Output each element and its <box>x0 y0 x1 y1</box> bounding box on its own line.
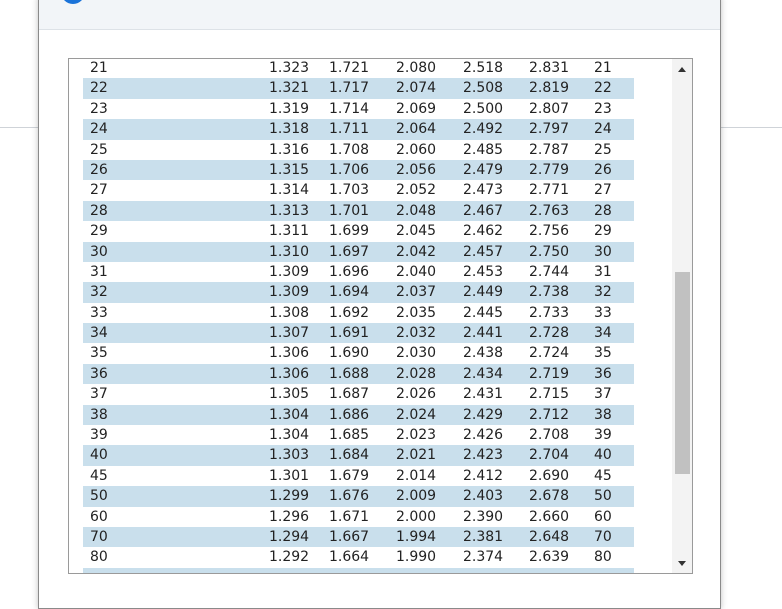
critical-value-cell: 1.323 <box>269 60 310 76</box>
df-cell: 38 <box>90 406 108 423</box>
critical-value-cell: 1.294 <box>269 528 310 545</box>
critical-value-cell: 1.314 <box>269 182 310 199</box>
critical-value-cell: 2.831 <box>529 60 570 76</box>
critical-value-cell: 2.080 <box>396 60 437 76</box>
df-cell-right: 30 <box>594 243 612 260</box>
df-cell: 25 <box>90 141 108 158</box>
critical-value-cell: 2.763 <box>529 202 570 219</box>
critical-value-cell: 1.706 <box>329 161 370 178</box>
df-cell-right: 21 <box>594 60 612 76</box>
critical-value-cell: 2.756 <box>529 223 570 240</box>
table-row <box>83 262 634 282</box>
critical-value-cell: 1.301 <box>269 467 310 484</box>
critical-value-cell: 2.438 <box>463 345 504 362</box>
df-cell-right: 23 <box>594 100 612 117</box>
df-cell: 30 <box>90 243 108 260</box>
critical-value-cell: 2.021 <box>396 447 437 464</box>
df-cell: 39 <box>90 427 108 444</box>
df-cell: 24 <box>90 121 108 138</box>
critical-value-cell: 2.771 <box>529 182 570 199</box>
df-cell: 80 <box>90 549 108 566</box>
critical-value-cell: 1.697 <box>329 243 370 260</box>
critical-value-cell: 1.307 <box>269 325 310 342</box>
df-cell-right: 38 <box>594 406 612 423</box>
df-cell: 23 <box>90 100 108 117</box>
critical-value-cell: 2.374 <box>463 549 504 566</box>
critical-value-cell: 1.994 <box>396 528 437 545</box>
critical-value-cell: 1.318 <box>269 121 310 138</box>
df-cell: 40 <box>90 447 108 464</box>
critical-value-cell: 2.728 <box>529 325 570 342</box>
critical-value-cell: 2.431 <box>463 386 504 403</box>
critical-value-cell: 1.304 <box>269 427 310 444</box>
critical-value-cell: 2.807 <box>529 100 570 117</box>
table-row <box>83 78 634 98</box>
critical-value-cell: 2.467 <box>463 202 504 219</box>
df-cell-right: 37 <box>594 386 612 403</box>
critical-value-cell: 1.304 <box>269 406 310 423</box>
critical-value-cell: 2.403 <box>463 488 504 505</box>
critical-value-cell: 2.441 <box>463 325 504 342</box>
critical-value-cell: 1.321 <box>269 80 310 97</box>
critical-value-cell: 1.303 <box>269 447 310 464</box>
table-rows <box>83 59 634 573</box>
critical-value-cell: 1.306 <box>269 365 310 382</box>
critical-value-cell: 2.457 <box>463 243 504 260</box>
critical-value-cell: 1.708 <box>329 141 370 158</box>
critical-value-cell: 2.733 <box>529 304 570 321</box>
df-cell-right: 27 <box>594 182 612 199</box>
critical-value-cell: 1.684 <box>329 447 370 464</box>
critical-value-cell: 2.426 <box>463 427 504 444</box>
table-row <box>83 160 634 180</box>
critical-value-cell: 2.738 <box>529 284 570 301</box>
critical-value-cell: 2.449 <box>463 284 504 301</box>
critical-value-cell: 2.052 <box>396 182 437 199</box>
critical-value-cell: 1.703 <box>329 182 370 199</box>
critical-value-cell: 1.690 <box>329 345 370 362</box>
critical-value-cell: 2.648 <box>529 528 570 545</box>
df-cell-right: 22 <box>594 80 612 97</box>
df-cell-right: 29 <box>594 223 612 240</box>
critical-value-cell: 1.316 <box>269 141 310 158</box>
page-divider-left <box>0 127 38 128</box>
table-row <box>83 568 634 573</box>
df-cell: 22 <box>90 80 108 97</box>
critical-value-cell: 2.009 <box>396 488 437 505</box>
critical-value-cell: 1.685 <box>329 427 370 444</box>
df-cell-right: 40 <box>594 447 612 464</box>
df-cell-right: 28 <box>594 202 612 219</box>
df-cell-right: 80 <box>594 549 612 566</box>
critical-value-cell: 1.667 <box>329 528 370 545</box>
critical-value-cell: 1.306 <box>269 345 310 362</box>
critical-value-cell: 2.030 <box>396 345 437 362</box>
critical-value-cell: 1.696 <box>329 263 370 280</box>
critical-value-cell: 2.074 <box>396 80 437 97</box>
critical-value-cell: 2.023 <box>396 427 437 444</box>
table-row <box>83 343 634 363</box>
df-cell: 36 <box>90 365 108 382</box>
critical-value-cell: 1.292 <box>269 549 310 566</box>
critical-value-cell: 1.309 <box>269 263 310 280</box>
critical-value-cell: 2.056 <box>396 161 437 178</box>
critical-value-cell: 2.473 <box>463 182 504 199</box>
table-row <box>83 445 634 465</box>
critical-value-cell: 2.069 <box>396 100 437 117</box>
critical-value-cell: 2.048 <box>396 202 437 219</box>
critical-value-cell: 2.518 <box>463 60 504 76</box>
df-cell: 29 <box>90 223 108 240</box>
critical-value-cell: 2.042 <box>396 243 437 260</box>
critical-value-cell: 1.691 <box>329 325 370 342</box>
critical-value-cell: 2.445 <box>463 304 504 321</box>
critical-value-cell: 2.500 <box>463 100 504 117</box>
df-cell: 50 <box>90 488 108 505</box>
critical-value-cell: 2.381 <box>463 528 504 545</box>
table-row <box>83 140 634 160</box>
critical-value-cell: 2.390 <box>463 508 504 525</box>
critical-value-cell: 2.024 <box>396 406 437 423</box>
scroll-up-arrow-icon[interactable] <box>672 59 692 79</box>
critical-value-cell: 2.508 <box>463 80 504 97</box>
df-cell: 34 <box>90 325 108 342</box>
df-cell: 31 <box>90 263 108 280</box>
critical-value-cell: 1.701 <box>329 202 370 219</box>
table-row <box>83 201 634 221</box>
df-cell: 45 <box>90 467 108 484</box>
critical-value-cell: 2.064 <box>396 121 437 138</box>
critical-value-cell: 2.032 <box>396 325 437 342</box>
df-cell-right: 45 <box>594 467 612 484</box>
critical-value-cell: 2.708 <box>529 427 570 444</box>
critical-value-cell: 1.313 <box>269 202 310 219</box>
critical-value-cell: 2.412 <box>463 467 504 484</box>
critical-value-cell: 1.717 <box>329 80 370 97</box>
critical-value-cell: 1.686 <box>329 406 370 423</box>
table-row <box>83 303 634 323</box>
critical-value-cell: 2.000 <box>396 508 437 525</box>
critical-value-cell: 1.721 <box>329 60 370 76</box>
critical-value-cell: 1.305 <box>269 386 310 403</box>
critical-value-cell: 1.990 <box>396 549 437 566</box>
df-cell-right: 33 <box>594 304 612 321</box>
critical-value-cell: 1.309 <box>269 284 310 301</box>
table-dialog <box>38 0 721 609</box>
critical-value-cell: 1.671 <box>329 508 370 525</box>
critical-value-cell: 2.035 <box>396 304 437 321</box>
df-cell-right: 31 <box>594 263 612 280</box>
df-cell-right: 24 <box>594 121 612 138</box>
df-cell: 21 <box>90 60 108 76</box>
critical-value-cell: 2.026 <box>396 386 437 403</box>
df-cell-right: 35 <box>594 345 612 362</box>
critical-value-cell: 2.492 <box>463 121 504 138</box>
df-cell-right: 32 <box>594 284 612 301</box>
critical-value-cell: 2.479 <box>463 161 504 178</box>
critical-value-cell: 2.423 <box>463 447 504 464</box>
critical-value-cell: 1.711 <box>329 121 370 138</box>
scroll-down-arrow-icon[interactable] <box>672 553 692 573</box>
critical-value-cell: 2.678 <box>529 488 570 505</box>
critical-value-cell: 1.311 <box>269 223 310 240</box>
table-row <box>83 547 634 567</box>
critical-value-cell: 2.744 <box>529 263 570 280</box>
critical-value-cell: 2.453 <box>463 263 504 280</box>
table-row <box>83 180 634 200</box>
critical-value-cell: 1.308 <box>269 304 310 321</box>
critical-value-cell: 1.692 <box>329 304 370 321</box>
table-row <box>83 99 634 119</box>
table-row <box>83 405 634 425</box>
critical-value-cell: 1.664 <box>329 549 370 566</box>
t-distribution-table-frame <box>68 58 693 574</box>
critical-value-cell: 2.485 <box>463 141 504 158</box>
df-cell: 32 <box>90 284 108 301</box>
table-row <box>83 242 634 262</box>
critical-value-cell: 2.040 <box>396 263 437 280</box>
critical-value-cell: 2.434 <box>463 365 504 382</box>
critical-value-cell: 2.779 <box>529 161 570 178</box>
critical-value-cell: 1.688 <box>329 365 370 382</box>
df-cell-right: 39 <box>594 427 612 444</box>
table-row <box>83 425 634 445</box>
critical-value-cell: 2.660 <box>529 508 570 525</box>
df-cell: 70 <box>90 528 108 545</box>
df-cell: 35 <box>90 345 108 362</box>
df-cell: 37 <box>90 386 108 403</box>
page-divider-right <box>721 127 782 128</box>
critical-value-cell: 1.319 <box>269 100 310 117</box>
critical-value-cell: 2.719 <box>529 365 570 382</box>
df-cell-right: 70 <box>594 528 612 545</box>
critical-value-cell: 2.750 <box>529 243 570 260</box>
df-cell: 33 <box>90 304 108 321</box>
df-cell: 26 <box>90 161 108 178</box>
critical-value-cell: 2.429 <box>463 406 504 423</box>
vertical-scrollbar[interactable] <box>672 59 692 573</box>
critical-value-cell: 2.037 <box>396 284 437 301</box>
critical-value-cell: 1.687 <box>329 386 370 403</box>
table-row <box>83 323 634 343</box>
table-viewport[interactable] <box>69 59 672 573</box>
critical-value-cell: 1.310 <box>269 243 310 260</box>
table-row <box>83 384 634 404</box>
dialog-header <box>39 0 720 30</box>
table-row <box>83 364 634 384</box>
critical-value-cell: 1.296 <box>269 508 310 525</box>
df-cell-right: 26 <box>594 161 612 178</box>
table-row <box>83 282 634 302</box>
critical-value-cell: 2.639 <box>529 549 570 566</box>
df-cell-right: 50 <box>594 488 612 505</box>
info-icon <box>61 0 85 4</box>
critical-value-cell: 2.690 <box>529 467 570 484</box>
critical-value-cell: 1.699 <box>329 223 370 240</box>
table-row <box>83 119 634 139</box>
critical-value-cell: 2.715 <box>529 386 570 403</box>
scroll-thumb[interactable] <box>675 272 690 474</box>
critical-value-cell: 2.462 <box>463 223 504 240</box>
critical-value-cell: 2.028 <box>396 365 437 382</box>
df-cell-right: 25 <box>594 141 612 158</box>
critical-value-cell: 2.045 <box>396 223 437 240</box>
critical-value-cell: 1.694 <box>329 284 370 301</box>
df-cell-right: 36 <box>594 365 612 382</box>
critical-value-cell: 1.714 <box>329 100 370 117</box>
critical-value-cell: 2.060 <box>396 141 437 158</box>
critical-value-cell: 2.704 <box>529 447 570 464</box>
table-row <box>83 486 634 506</box>
table-row <box>83 507 634 527</box>
critical-value-cell: 1.676 <box>329 488 370 505</box>
table-row <box>83 59 634 78</box>
df-cell: 28 <box>90 202 108 219</box>
table-row <box>83 466 634 486</box>
critical-value-cell: 2.014 <box>396 467 437 484</box>
df-cell-right: 34 <box>594 325 612 342</box>
critical-value-cell: 2.819 <box>529 80 570 97</box>
df-cell: 60 <box>90 508 108 525</box>
table-row <box>83 527 634 547</box>
critical-value-cell: 2.724 <box>529 345 570 362</box>
critical-value-cell: 2.797 <box>529 121 570 138</box>
critical-value-cell: 2.712 <box>529 406 570 423</box>
df-cell: 27 <box>90 182 108 199</box>
critical-value-cell: 1.679 <box>329 467 370 484</box>
df-cell-right: 60 <box>594 508 612 525</box>
table-row <box>83 221 634 241</box>
critical-value-cell: 1.315 <box>269 161 310 178</box>
critical-value-cell: 1.299 <box>269 488 310 505</box>
critical-value-cell: 2.787 <box>529 141 570 158</box>
